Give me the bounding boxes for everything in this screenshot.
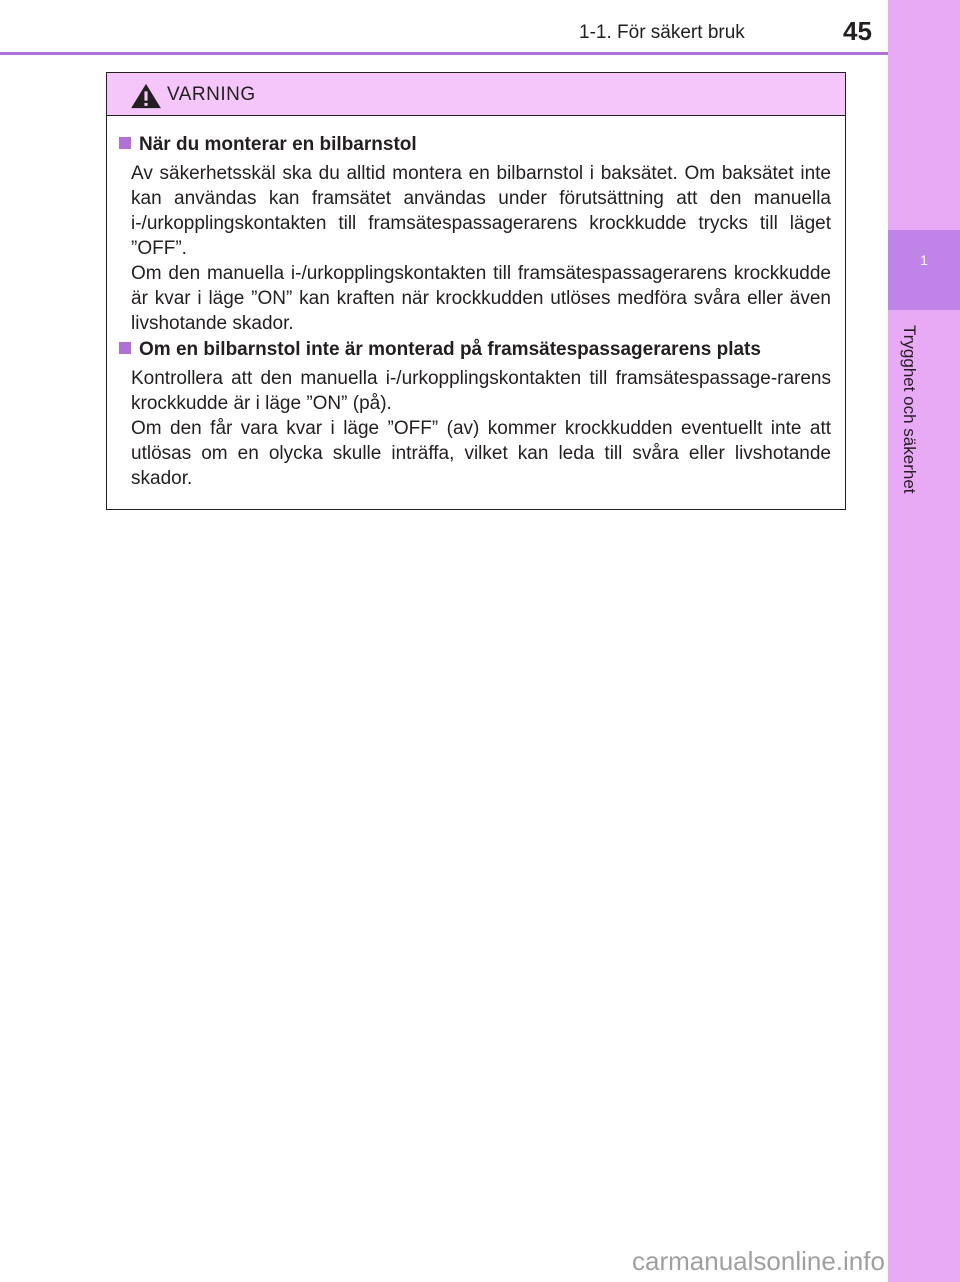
side-chapter-box [888, 230, 960, 310]
paragraph: Om den får vara kvar i läge ”OFF” (av) kommer krockkudden eventuellt inte att utlösas om en olycka skulle inträffa, vilket kan leda till svåra eller livshotande skador. [131, 418, 831, 489]
warning-item-body [131, 366, 831, 491]
side-chapter-label: Trygghet och säkerhet [900, 325, 919, 494]
square-bullet-icon [119, 137, 131, 149]
paragraph: Kontrollera att den manuella i-/urkopplingskontakten till framsätespassage-rarens krockkudde är i läge ”ON” (på). [131, 368, 831, 414]
section-title: 1-1. För säkert bruk [579, 22, 745, 43]
warning-box [106, 72, 846, 510]
side-chapter-number: 1 [920, 252, 928, 268]
warning-title: VARNING [167, 84, 256, 105]
warning-header [107, 73, 845, 116]
header-rule [0, 52, 888, 55]
side-tab [888, 0, 960, 1282]
warning-item-heading: När du monterar en bilbarnstol [119, 134, 417, 156]
watermark: carmanualsonline.info [632, 1246, 885, 1276]
warning-item-body [131, 161, 831, 336]
warning-triangle-icon [129, 83, 163, 109]
warning-item-heading: Om en bilbarnstol inte är monterad på framsätespassagerarens plats [119, 339, 761, 361]
page-number: 45 [843, 16, 872, 46]
square-bullet-icon [119, 342, 131, 354]
paragraph: Om den manuella i-/urkopplingskontakten till framsätespassagerarens krockkudde är kvar i läge ”ON” kan kraften när krockkudden utlöses medföra svåra eller även livshotande skador. [131, 263, 831, 334]
paragraph: Av säkerhetsskäl ska du alltid montera en bilbarnstol i baksätet. Om baksätet inte kan användas kan framsätet användas under förutsättning att den manuella i-/urkopplingskontakten till framsätespassagerarens krockkudde trycks till läget ”OFF”. [131, 163, 831, 259]
